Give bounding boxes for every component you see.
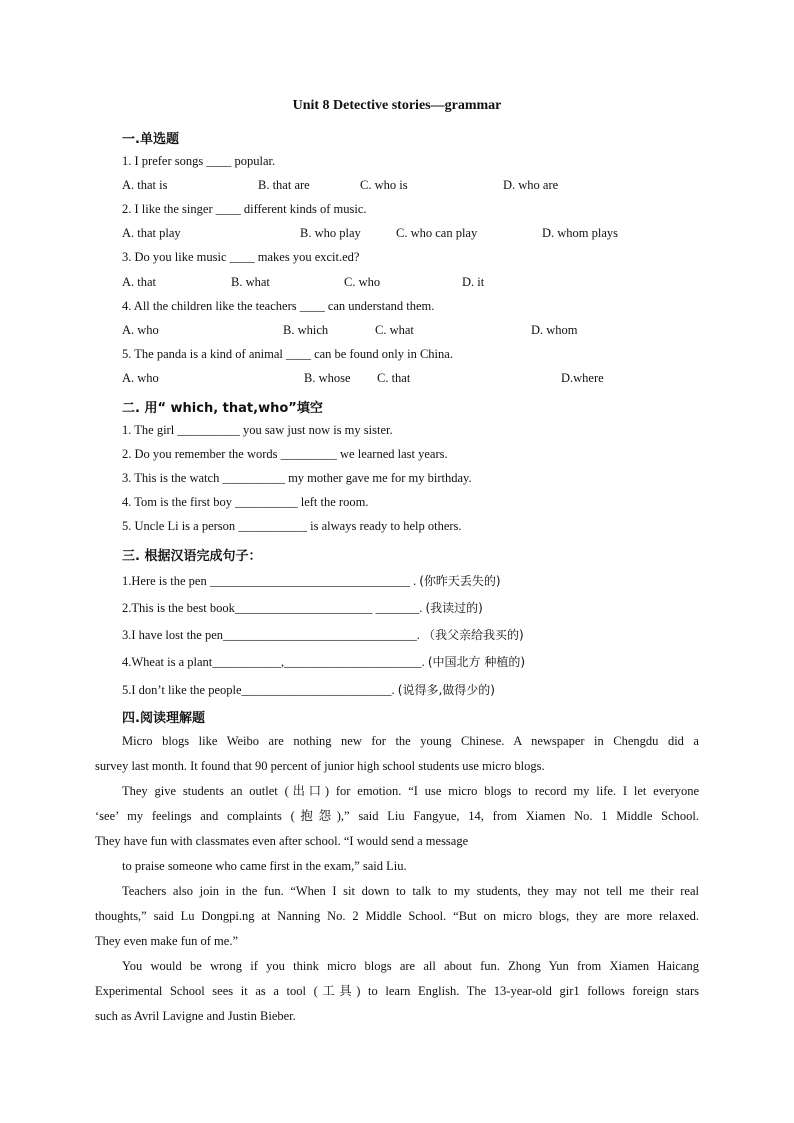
section-heading-fill-blanks: 二. 用“ which, that,who”填空 bbox=[122, 401, 323, 416]
translate-item-5-english: 5.I don’t like the people________________________. bbox=[122, 683, 395, 697]
question-3: 3. Do you like music ____ makes you excit.ed? bbox=[122, 250, 360, 264]
q3-option-b: B. what bbox=[231, 275, 270, 289]
passage-line-12: such as Avril Lavigne and Justin Bieber. bbox=[95, 1009, 296, 1023]
translate-item-3 bbox=[122, 626, 524, 643]
fill-item-4: 4. Tom is the first boy __________ left the room. bbox=[122, 495, 369, 509]
q4-option-b: B. which bbox=[283, 323, 329, 337]
q2-option-d: D. whom plays bbox=[542, 226, 619, 240]
passage-line-4: ‘see’ my feelings and complaints (抱怨),” said Liu Fangyue, 14, from Xiamen No. 1 Middle School. bbox=[95, 809, 699, 823]
q2-option-a: A. that play bbox=[122, 226, 181, 240]
section-heading-reading: 四.阅读理解题 bbox=[122, 711, 205, 726]
translate-item-1-chinese: (你昨天丢失的) bbox=[419, 574, 501, 588]
q4-option-d: D. whom bbox=[531, 323, 578, 337]
q5-option-a: A. who bbox=[122, 371, 159, 385]
fill-item-3: 3. This is the watch __________ my mother gave me for my birthday. bbox=[122, 471, 472, 485]
q1-option-d: D. who are bbox=[503, 178, 559, 192]
q3-option-d: D. it bbox=[462, 275, 485, 289]
translate-item-2 bbox=[122, 599, 483, 616]
translate-item-4-chinese: (中国北方 种植的) bbox=[427, 655, 526, 669]
q2-option-b: B. who play bbox=[300, 226, 361, 240]
q1-option-c: C. who is bbox=[360, 178, 408, 192]
section-heading-multiple-choice: 一.单选题 bbox=[122, 132, 179, 147]
translate-item-3-english: 3.I have lost the pen_______________________________. bbox=[122, 628, 420, 642]
fill-item-2: 2. Do you remember the words _________ we learned last years. bbox=[122, 447, 448, 461]
q5-option-d: D.where bbox=[561, 371, 604, 385]
passage-line-1: Micro blogs like Weibo are nothing new for the young Chinese. A newspaper in Chengdu did a bbox=[122, 734, 699, 748]
question-1: 1. I prefer songs ____ popular. bbox=[122, 154, 276, 168]
reading-passage bbox=[95, 729, 699, 1029]
translate-item-2-chinese: (我读过的) bbox=[425, 601, 483, 615]
q3-option-c: C. who bbox=[344, 275, 381, 289]
translate-item-5 bbox=[122, 681, 495, 698]
fill-item-5: 5. Uncle Li is a person ___________ is always ready to help others. bbox=[122, 519, 462, 533]
passage-line-3: They give students an outlet (出口) for emotion. “I use micro blogs to record my life. I let everyone bbox=[122, 784, 699, 798]
passage-line-2: survey last month. It found that 90 percent of junior high school students use micro blogs. bbox=[95, 759, 545, 773]
translate-item-4 bbox=[122, 653, 525, 670]
q5-option-b: B. whose bbox=[304, 371, 351, 385]
translate-item-4-english: 4.Wheat is a plant___________,______________________. bbox=[122, 655, 425, 669]
translate-item-1 bbox=[122, 572, 501, 589]
translate-item-2-english: 2.This is the best book______________________ _______. bbox=[122, 601, 423, 615]
q1-option-b: B. that are bbox=[258, 178, 310, 192]
passage-line-10: You would be wrong if you think micro blogs are all about fun. Zhong Yun from Xiamen Haicang bbox=[122, 959, 699, 973]
q1-option-a: A. that is bbox=[122, 178, 168, 192]
passage-line-8: thoughts,” said Lu Dongpi.ng at Nanning No. 2 Middle School. “But on micro blogs, they are more relaxed. bbox=[95, 909, 699, 923]
q5-option-c: C. that bbox=[377, 371, 411, 385]
q3-option-a: A. that bbox=[122, 275, 157, 289]
passage-line-5: They have fun with classmates even after school. “I would send a message bbox=[95, 834, 469, 848]
page-title: Unit 8 Detective stories—grammar bbox=[292, 98, 502, 113]
q2-option-c: C. who can play bbox=[396, 226, 478, 240]
question-4: 4. All the children like the teachers ____ can understand them. bbox=[122, 299, 435, 313]
q4-option-c: C. what bbox=[375, 323, 414, 337]
question-5: 5. The panda is a kind of animal ____ can be found only in China. bbox=[122, 347, 453, 361]
translate-item-1-english: 1.Here is the pen ________________________________ . bbox=[122, 574, 417, 588]
passage-line-6: to praise someone who came first in the exam,” said Liu. bbox=[122, 859, 407, 873]
question-2: 2. I like the singer ____ different kinds of music. bbox=[122, 202, 367, 216]
passage-line-11: Experimental School sees it as a tool (工具) to learn English. The 13-year-old gir1 follows foreign stars bbox=[95, 984, 699, 998]
passage-line-7: Teachers also join in the fun. “When I sit down to talk to my students, they may not tell me their real bbox=[122, 884, 699, 898]
q4-option-a: A. who bbox=[122, 323, 159, 337]
translate-item-5-chinese: (说得多,做得少的) bbox=[397, 683, 495, 697]
translate-item-3-chinese: （我父亲给我买的) bbox=[423, 628, 524, 642]
fill-item-1: 1. The girl __________ you saw just now is my sister. bbox=[122, 423, 393, 437]
passage-line-9: They even make fun of me.” bbox=[95, 934, 238, 948]
section-heading-translate: 三. 根据汉语完成句子： bbox=[122, 549, 262, 564]
